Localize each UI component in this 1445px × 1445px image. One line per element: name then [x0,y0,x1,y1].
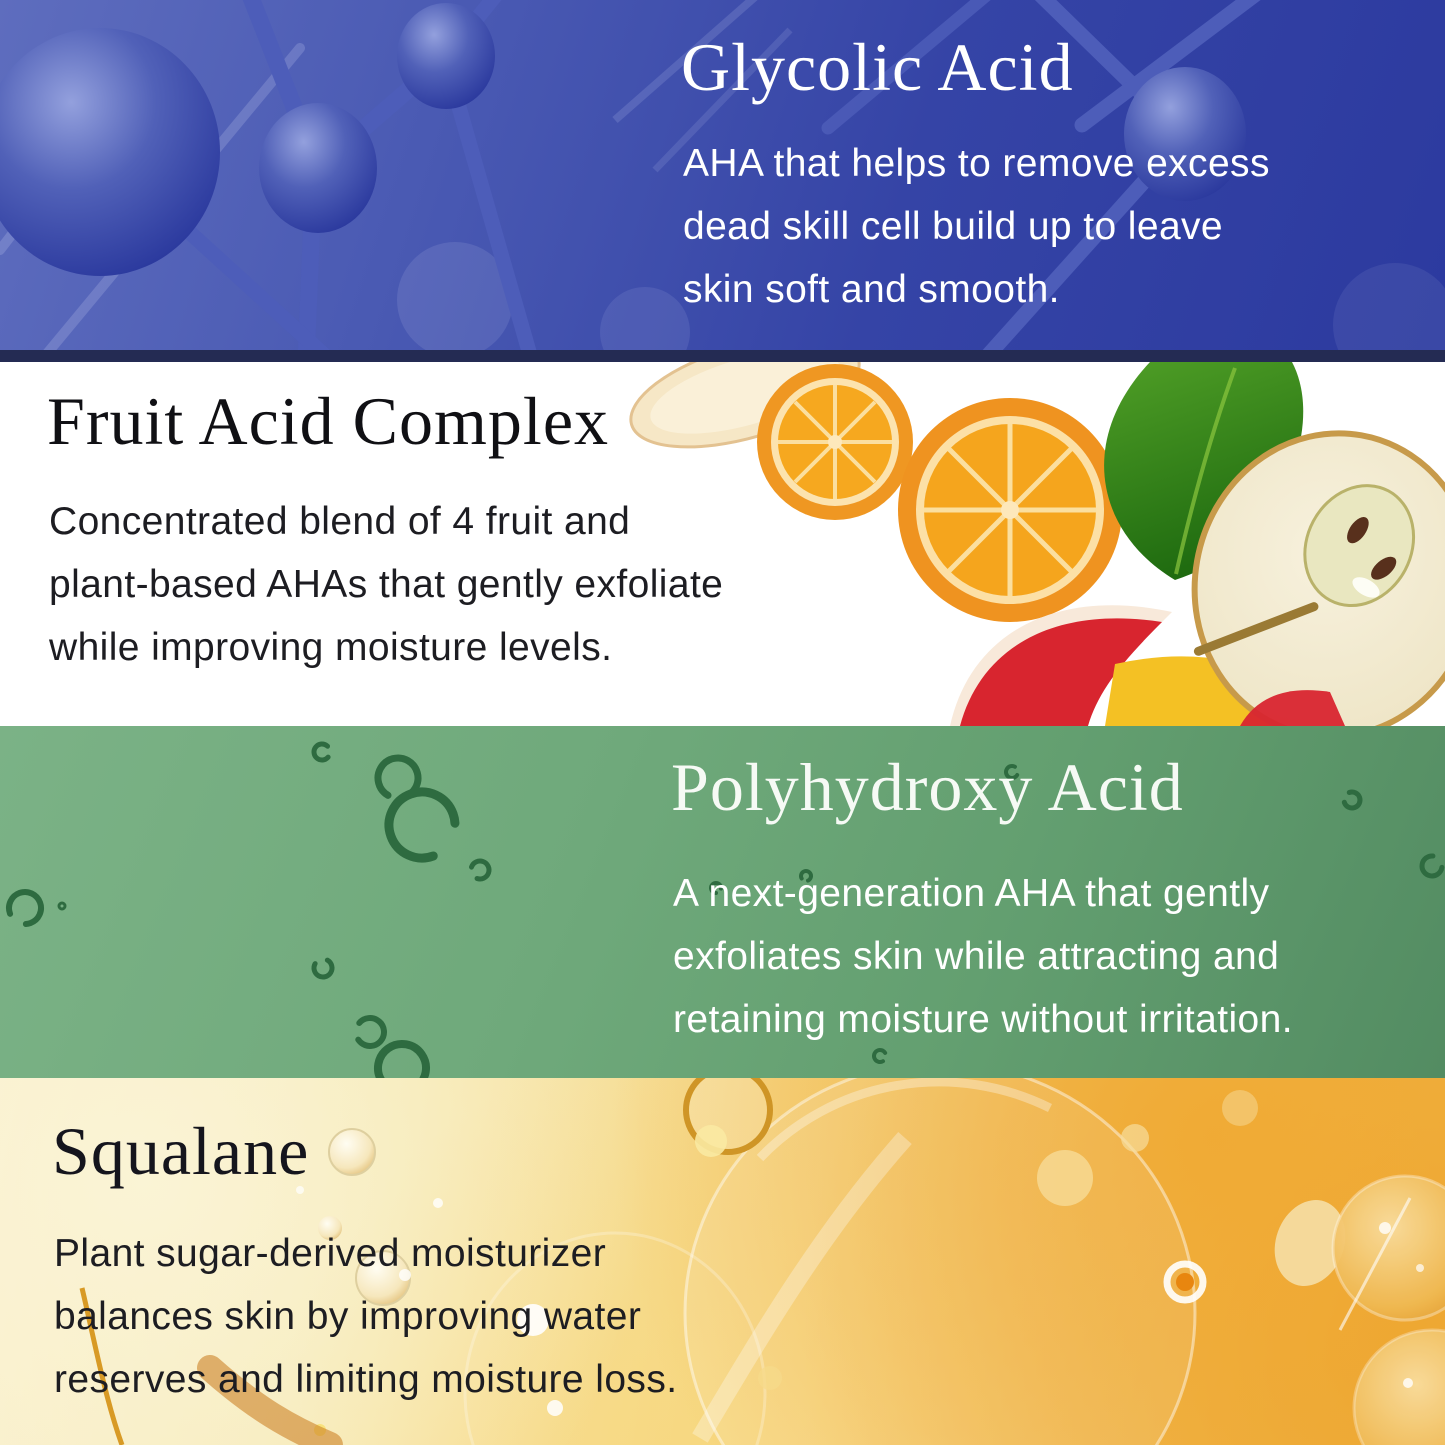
description-line: AHA that helps to remove excess [683,142,1270,185]
section-squalane [0,1078,1445,1445]
description-line: Concentrated blend of 4 fruit and [49,500,631,543]
section-heading: Polyhydroxy Acid [671,749,1184,825]
description-line: plant-based AHAs that gently exfoliate [49,563,724,606]
description-line: skin soft and smooth. [683,268,1060,311]
description-line: reserves and limiting moisture loss. [54,1358,678,1401]
description-line: A next-generation AHA that gently [673,872,1270,915]
section-description [49,490,723,679]
description-line: balances skin by improving water [54,1295,642,1338]
section-polyhydroxy-acid [0,726,1445,1078]
description-line: retaining moisture without irritation. [673,998,1293,1041]
section-glycolic-acid [0,0,1445,362]
section-description [54,1222,677,1411]
section-heading: Glycolic Acid [681,29,1074,105]
section-description [683,132,1270,321]
section-heading: Squalane [52,1113,310,1189]
orange-slice-large [898,398,1122,622]
section-fruit-acid-complex [0,362,1445,726]
description-line: Plant sugar-derived moisturizer [54,1232,607,1275]
description-line: dead skill cell build up to leave [683,205,1224,248]
orange-slice-small [757,364,913,520]
description-line: exfoliates skin while attracting and [673,935,1280,978]
band-divider-strip [0,350,1445,362]
description-line: while improving moisture levels. [49,626,613,669]
section-heading: Fruit Acid Complex [47,383,609,459]
section-description [673,862,1293,1051]
